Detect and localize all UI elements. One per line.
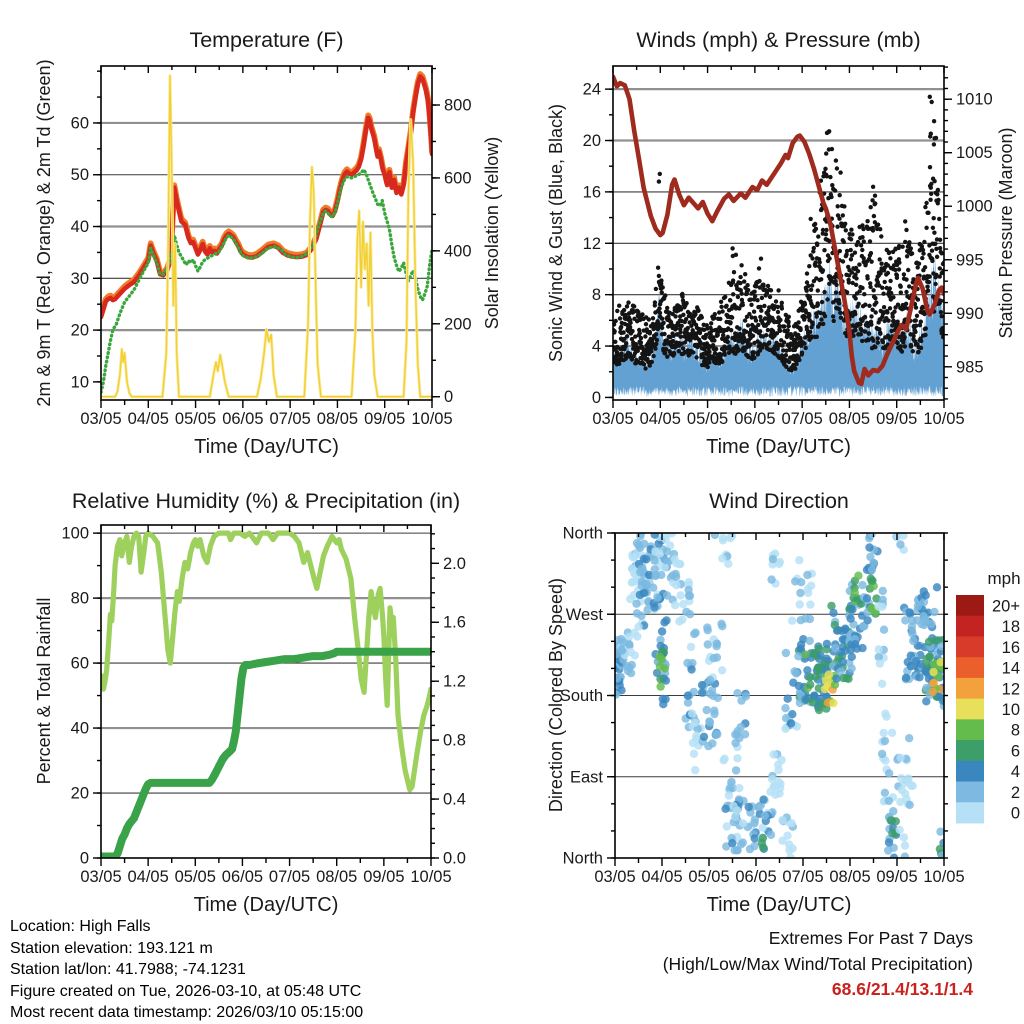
svg-text:20: 20 (70, 784, 89, 803)
station-metadata (10, 916, 363, 1024)
extremes-subtitle: (High/Low/Max Wind/Total Precipitation) (662, 953, 973, 974)
svg-text:08/05: 08/05 (316, 868, 358, 886)
svg-text:04/05: 04/05 (639, 410, 681, 428)
svg-text:20+: 20+ (992, 597, 1020, 616)
svg-text:200: 200 (444, 315, 472, 334)
series (101, 533, 431, 856)
svg-text:18: 18 (1001, 618, 1020, 637)
svg-text:08/05: 08/05 (828, 410, 871, 428)
extremes-block (663, 926, 973, 1003)
plot-frame (101, 525, 431, 858)
t2m-t9m-line (101, 76, 432, 317)
svg-text:4: 4 (591, 337, 601, 356)
svg-text:1.6: 1.6 (443, 613, 466, 632)
extremes-values: 68.6/21.4/13.1/1.4 (831, 979, 973, 999)
svg-text:2.0: 2.0 (443, 554, 466, 573)
svg-text:40: 40 (70, 218, 89, 237)
svg-text:06/05: 06/05 (734, 410, 776, 428)
chart-humidity-precip (61, 525, 465, 886)
svg-text:03/05: 03/05 (594, 868, 636, 886)
svg-text:10/05: 10/05 (411, 410, 453, 428)
total-rainfall-line (101, 652, 431, 857)
svg-text:East: East (569, 768, 603, 787)
svg-text:05/05: 05/05 (174, 868, 216, 886)
svg-text:0.4: 0.4 (443, 790, 466, 809)
metadata-created: Figure created on Tue, 2026-03-10, at 05:48 UTC (10, 982, 362, 1000)
svg-text:0: 0 (591, 388, 601, 407)
metadata-latlon: Station lat/lon: 41.7988; -74.1231 (10, 961, 246, 978)
svg-text:0.8: 0.8 (443, 731, 466, 750)
svg-text:07/05: 07/05 (268, 868, 311, 886)
svg-text:2: 2 (1010, 783, 1020, 802)
chart-title-winds-pressure: Winds (mph) & Pressure (mb) (636, 28, 921, 52)
svg-text:14: 14 (1001, 659, 1020, 678)
svg-text:0: 0 (79, 849, 89, 868)
svg-text:8: 8 (1010, 721, 1020, 740)
chart-title-wind-direction: Wind Direction (709, 489, 849, 513)
svg-text:12: 12 (1001, 680, 1020, 699)
svg-text:0.0: 0.0 (443, 849, 466, 868)
svg-text:03/05: 03/05 (80, 410, 122, 428)
svg-text:8: 8 (591, 286, 601, 305)
svg-text:0: 0 (1010, 804, 1020, 823)
svg-text:03/05: 03/05 (80, 868, 122, 886)
svg-text:20: 20 (70, 321, 89, 340)
svg-text:400: 400 (444, 242, 472, 261)
svg-text:12: 12 (582, 234, 601, 253)
svg-text:03/05: 03/05 (592, 410, 634, 428)
plot-frame (101, 66, 432, 400)
svg-text:60: 60 (70, 654, 89, 673)
svg-text:04/05: 04/05 (641, 868, 683, 886)
svg-text:60: 60 (70, 114, 89, 133)
chart-title-humidity-precip: Relative Humidity (%) & Precipitation (in) (71, 489, 461, 513)
speed-colorbar (956, 595, 1020, 824)
svg-text:0: 0 (444, 388, 454, 407)
xaxis-label-winds: Time (Day/UTC) (706, 436, 851, 458)
svg-text:80: 80 (70, 589, 89, 608)
td2m-dotted (101, 170, 432, 393)
svg-text:09/05: 09/05 (876, 868, 918, 886)
svg-text:08/05: 08/05 (316, 410, 359, 428)
yaxis-label-rainfall-left: Percent & Total Rainfall (34, 597, 54, 785)
svg-text:800: 800 (444, 96, 472, 115)
svg-text:10/05: 10/05 (410, 868, 452, 886)
svg-text:16: 16 (1001, 638, 1020, 657)
yaxis-label-solar-right: Solar Insolation (Yellow) (482, 136, 502, 330)
yaxis-label-wind-left: Sonic Wind & Gust (Blue, Black) (546, 103, 566, 363)
svg-text:24: 24 (582, 80, 601, 99)
svg-text:10: 10 (70, 373, 89, 392)
svg-text:08/05: 08/05 (829, 868, 871, 886)
yaxis-label-pressure-right: Station Pressure (Maroon) (996, 127, 1016, 339)
extremes-title: Extremes For Past 7 Days (768, 928, 973, 948)
metadata-location: Location: High Falls (10, 918, 151, 935)
series (611, 77, 947, 397)
svg-text:West: West (565, 605, 603, 624)
svg-text:4: 4 (1010, 763, 1020, 782)
chart-winds-pressure (583, 66, 993, 428)
svg-text:09/05: 09/05 (363, 868, 405, 886)
svg-text:09/05: 09/05 (876, 410, 918, 428)
metadata-elevation: Station elevation: 193.121 m (10, 939, 213, 957)
svg-text:990: 990 (956, 304, 984, 323)
svg-text:1005: 1005 (956, 144, 993, 163)
svg-text:1000: 1000 (956, 197, 993, 216)
svg-text:04/05: 04/05 (127, 410, 169, 428)
svg-text:10: 10 (1001, 701, 1020, 719)
yaxis-label-direction-left: Direction (Colored By Speed) (546, 577, 566, 813)
ticks (93, 66, 440, 408)
svg-text:16: 16 (582, 183, 601, 202)
svg-text:40: 40 (70, 719, 89, 738)
svg-text:07/05: 07/05 (781, 410, 823, 428)
svg-text:07/05: 07/05 (269, 410, 311, 428)
svg-text:600: 600 (444, 169, 472, 188)
yaxis-label-temperature-left: 2m & 9m T (Red, Orange) & 2m Td (Green) (34, 59, 54, 407)
svg-text:06/05: 06/05 (221, 868, 264, 886)
svg-text:20: 20 (582, 132, 601, 151)
svg-text:1.2: 1.2 (443, 672, 466, 691)
svg-text:100: 100 (61, 524, 89, 543)
svg-text:05/05: 05/05 (686, 410, 729, 428)
svg-text:North: North (562, 524, 603, 543)
svg-text:6: 6 (1010, 742, 1020, 761)
svg-text:995: 995 (956, 251, 984, 270)
svg-text:06/05: 06/05 (222, 410, 264, 428)
svg-text:South: South (559, 687, 603, 705)
colorbar-unit-label: mph (987, 569, 1021, 588)
pressure-line (613, 77, 944, 384)
svg-text:05/05: 05/05 (174, 410, 217, 428)
svg-text:09/05: 09/05 (364, 410, 406, 428)
svg-text:05/05: 05/05 (688, 868, 730, 886)
xaxis-label-humidity: Time (Day/UTC) (193, 894, 339, 916)
chart-temperature (71, 66, 472, 428)
xaxis-label-temperature: Time (Day/UTC) (194, 436, 339, 458)
chart-wind-direction (560, 525, 1020, 887)
svg-text:1010: 1010 (956, 90, 993, 109)
svg-text:30: 30 (70, 269, 89, 288)
svg-text:North: North (562, 849, 603, 868)
svg-text:04/05: 04/05 (127, 868, 169, 886)
svg-text:10/05: 10/05 (923, 410, 965, 428)
metadata-timestamp: Most recent data timestamp: 2026/03/10 05:15:00 (10, 1004, 364, 1021)
svg-text:06/05: 06/05 (735, 868, 777, 886)
svg-text:10/05: 10/05 (923, 868, 965, 886)
chart-title-temperature: Temperature (F) (189, 28, 344, 52)
svg-text:50: 50 (70, 166, 89, 185)
xaxis-label-direction: Time (Day/UTC) (706, 894, 852, 916)
svg-text:07/05: 07/05 (782, 868, 824, 886)
svg-text:985: 985 (956, 358, 984, 377)
